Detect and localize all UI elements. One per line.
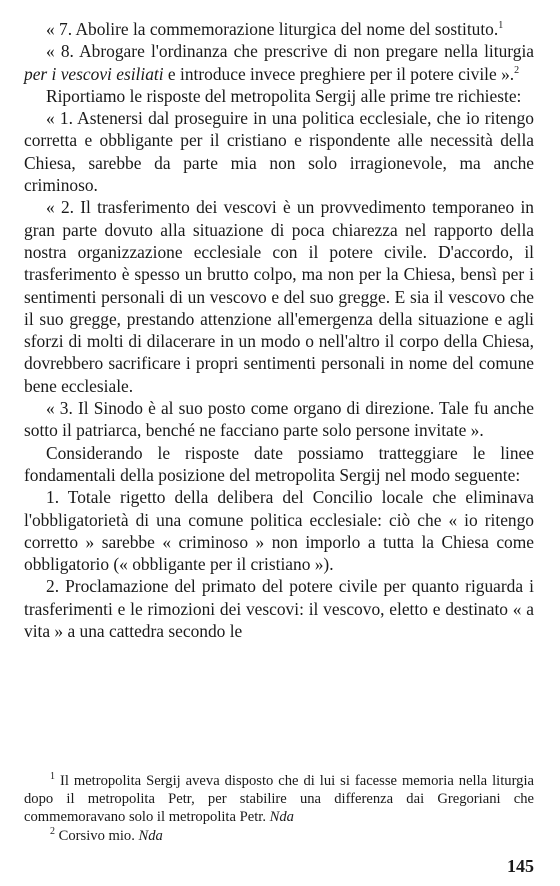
answer-3: « 3. Il Sinodo è al suo posto come organo di direzione. Tale fu anche sotto il patriarca, benché ne facciano parte solo persone invitate ». bbox=[24, 398, 534, 441]
answer-2: « 2. Il trasferimento dei vescovi è un provvedimento temporaneo in gran parte dovuto alla situazione di poca chiarezza nel rapporto della nostra organizzazione ecclesiale con il potere civile. D'accordo, il trasferimento è spesso un brutto colpo, ma non per la Chiesa, bensì per i sentimenti personali di un vescovo e del suo gregge. E sia il vescovo che il suo gregge, prestando attenzione all'emergenza della situazione e agli sforzi di molti di dilacerare in un modo o nell'altro il corpo della Chiesa, dovrebbero sacrificare i propri sentimenti personali in nome del comune bene ecclesiale. bbox=[24, 197, 534, 396]
page-number: 145 bbox=[507, 856, 534, 876]
footnote-2: $^2$ Corsivo mio. Nda bbox=[50, 825, 163, 844]
answer-1: « 1. Astenersi dal proseguire in una politica ecclesiale, che io ritengo corretta e obbligante per il cristiano e rispondente alle necessità della Chiesa, sarebbe da parte mia non solo irragionevole, ma anche criminoso. bbox=[24, 108, 534, 196]
point-1: 1. Totale rigetto della delibera del Concilio locale che eliminava l'obbligatorietà di una comune politica ecclesiale: ciò che « io ritengo corretto » sarebbe « criminoso » non imporlo a tutta la Chiesa come obbligatorio (« obbligante per il cristiano »). bbox=[24, 487, 534, 575]
footnote-ref-2: 2 bbox=[514, 64, 520, 76]
paragraph-considerations: Considerando le risposte date possiamo tratteggiare le linee fondamentali della posizione del metropolita Sergij nel modo seguente: bbox=[24, 442, 534, 485]
main-text bbox=[24, 18, 534, 642]
italic-phrase: per i vescovi esiliati bbox=[24, 63, 164, 84]
footnote-1: $^1$ Il metropolita Sergij aveva disposto che di lui si facesse memoria nella liturgia dopo il metropolita Petr, per stabilire una differenza dai Gregoriani che commemoravano solo il metropolita Petr. Nda bbox=[24, 771, 534, 826]
paragraph-7: « 7. Abolire la commemorazione liturgica del nome del sostituto.$^1$ bbox=[46, 19, 504, 39]
footnote-ref-1: 1 bbox=[498, 20, 504, 32]
paragraph-8: « 8. Abrogare l'ordinanza che prescrive di non pregare nella liturgia per i vescovi esiliati e introduce invece preghiere per il potere civile ».$^2$ bbox=[24, 41, 534, 84]
paragraph-intro-answers: Riportiamo le risposte del metropolita Sergij alle prime tre richieste: bbox=[46, 85, 522, 106]
footnotes bbox=[24, 772, 534, 845]
point-2: 2. Proclamazione del primato del potere civile per quanto riguarda i trasferimenti e le rimozioni dei vescovi: il vescovo, eletto e destinato « a vita » a una cattedra secondo le bbox=[24, 576, 534, 642]
